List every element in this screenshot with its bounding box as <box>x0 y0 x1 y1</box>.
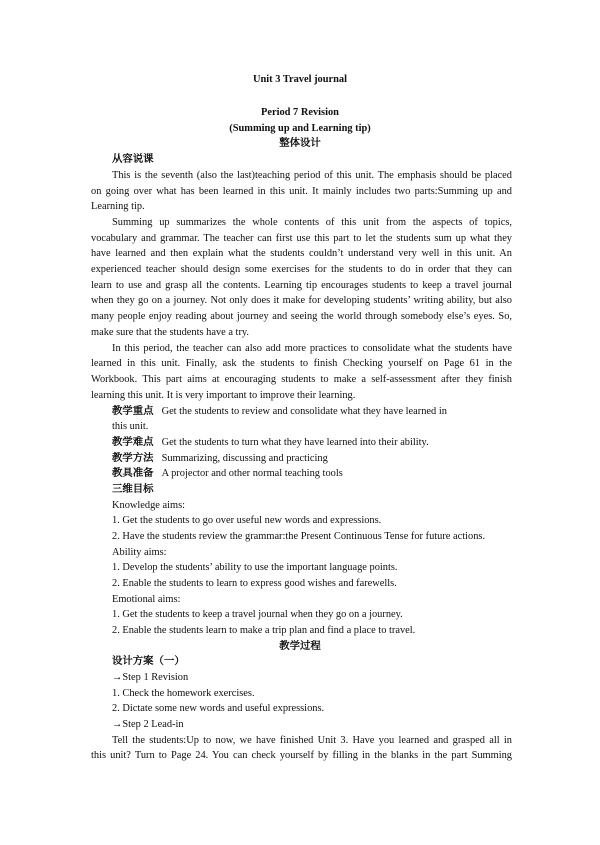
intro-p2-line: learn to use and grasp all the contents. Learning tip encourages students to keep a travel journal <box>91 280 512 291</box>
ability-aims-heading: Ability aims: <box>112 547 167 558</box>
intro-p1-line: on going over what has been learned in this unit. It mainly includes two parts:Summing up and <box>91 186 512 197</box>
difficult-points-label: 教学难点 <box>112 437 154 448</box>
period-subtitle: (Summing up and Learning tip) <box>229 123 371 134</box>
intro-p3-line: learned in this unit. Finally, ask the students to finish Checking yourself on Page 61 in the <box>91 358 512 369</box>
difficult-points-text: Get the students to turn what they have learned into their ability. <box>161 437 429 448</box>
intro-p2-line: many people enjoy reading about journey and seeing the world through somebody else’s eyes. So, <box>91 311 512 322</box>
intro-p2-line: make sure that the students have a try. <box>91 327 250 338</box>
intro-p2-line: vocabulary and grammar. The teacher can first use this part to let the students sum up what they <box>91 233 512 244</box>
intro-p2-line: have learned and then explain what the students couldn’t understand very well in this unit. An <box>91 248 512 259</box>
period-title: Period 7 Revision <box>261 107 339 118</box>
key-points-text: Get the students to review and consolidate what they have learned in <box>161 406 447 417</box>
aims-heading: 三维目标 <box>112 484 154 495</box>
intro-p1-line: This is the seventh (also the last)teaching period of this unit. The emphasis should be placed <box>112 170 512 181</box>
step1-item: 2. Dictate some new words and useful expressions. <box>112 703 325 714</box>
step2-text-line: this unit? Turn to Page 24. You can check yourself by filling in the blanks in the part Summing <box>91 750 512 761</box>
intro-heading: 从容说课 <box>112 154 154 165</box>
intro-p2-line: when they go on a journey. Not only does it make for developing students’ writing ability, but also <box>91 295 512 306</box>
emotional-aims-heading: Emotional aims: <box>112 594 181 605</box>
step2-text-line: Tell the students:Up to now, we have finished Unit 3. Have you learned and grasped all in <box>112 735 512 746</box>
unit-title: Unit 3 Travel journal <box>253 74 347 85</box>
overall-design-heading: 整体设计 <box>279 138 321 149</box>
emotional-aim-item: 1. Get the students to keep a travel journal when they go on a journey. <box>112 609 403 620</box>
intro-p3-line: Workbook. This part aims at encouraging students to make a self-assessment after they finish <box>91 374 512 385</box>
key-points-label: 教学重点 <box>112 406 154 417</box>
knowledge-aim-item: 2. Have the students review the grammar:the Present Continuous Tense for future actions. <box>112 531 486 542</box>
process-heading: 教学过程 <box>279 641 321 652</box>
step1-heading: →Step 1 Revision <box>112 672 189 683</box>
methods-label: 教学方法 <box>112 453 154 464</box>
intro-p1-line: Learning tip. <box>91 201 145 212</box>
step2-heading: →Step 2 Lead-in <box>112 719 184 730</box>
aids-row <box>112 467 343 480</box>
difficult-points-row <box>112 436 429 449</box>
ability-aim-item: 2. Enable the students to learn to express good wishes and farewells. <box>112 578 397 589</box>
key-points-continued: this unit. <box>112 421 149 432</box>
intro-p2-line: experienced teacher should design some exercises for the students to do in order that they can <box>91 264 512 275</box>
knowledge-aims-heading: Knowledge aims: <box>112 500 186 511</box>
plan-heading: 设计方案（一） <box>112 656 185 667</box>
aids-text: A projector and other normal teaching tools <box>161 468 343 479</box>
key-points-row <box>112 405 447 418</box>
ability-aim-item: 1. Develop the students’ ability to use the important language points. <box>112 562 398 573</box>
methods-text: Summarizing, discussing and practicing <box>161 453 328 464</box>
aids-label: 教具准备 <box>112 468 154 479</box>
intro-p3-line: learning this unit. It is very important to improve their learning. <box>91 390 356 401</box>
knowledge-aim-item: 1. Get the students to go over useful new words and expressions. <box>112 515 382 526</box>
intro-p3-line: In this period, the teacher can also add more practices to consolidate what the students have <box>112 343 512 354</box>
methods-row <box>112 452 328 465</box>
intro-p2-line: Summing up summarizes the whole contents of this unit from the aspects of topics, <box>112 217 512 228</box>
emotional-aim-item: 2. Enable the students learn to make a trip plan and find a place to travel. <box>112 625 416 636</box>
step1-item: 1. Check the homework exercises. <box>112 688 255 699</box>
